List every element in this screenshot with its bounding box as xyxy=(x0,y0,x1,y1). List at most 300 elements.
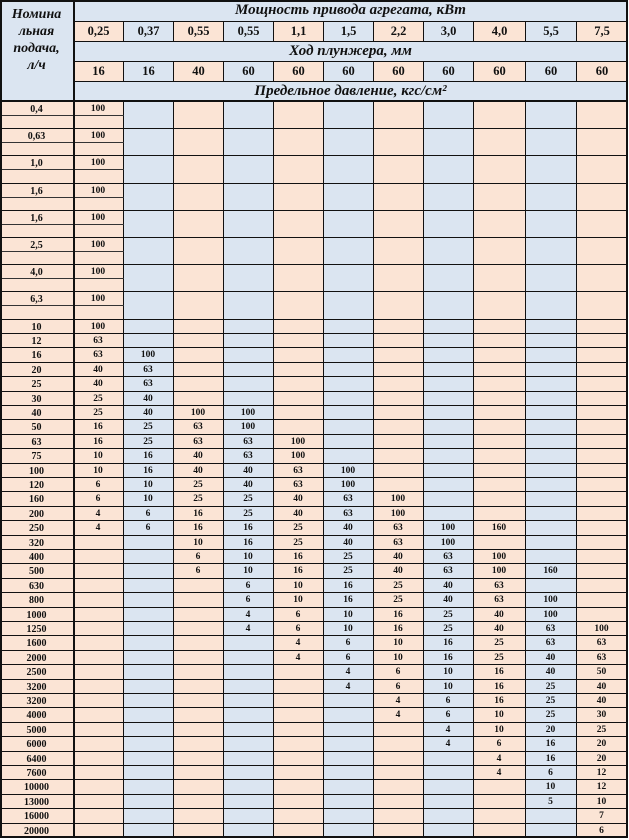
stroke-value: 60 xyxy=(474,62,526,82)
pressure-value: 4 xyxy=(295,653,301,663)
pressure-value: 40 xyxy=(545,667,556,677)
pressure-value: 7 xyxy=(599,811,604,821)
power-value: 5,5 xyxy=(526,22,577,42)
row-separator xyxy=(0,376,628,377)
pressure-value: 40 xyxy=(193,466,203,476)
row-label: 6000 xyxy=(26,739,47,750)
pressure-value: 4 xyxy=(496,768,502,778)
stroke-value: 60 xyxy=(374,62,424,82)
pressure-value: 25 xyxy=(193,494,203,504)
pressure-value: 100 xyxy=(90,131,106,141)
row-separator xyxy=(0,722,628,723)
pressure-value: 25 xyxy=(243,509,253,519)
pressure-value: 63 xyxy=(393,523,403,533)
pressure-value: 6 xyxy=(395,682,401,692)
row-label: 10000 xyxy=(24,782,49,793)
row-separator xyxy=(0,237,628,238)
row-separator xyxy=(0,679,628,680)
column-bg xyxy=(374,102,424,838)
pressure-value: 25 xyxy=(193,480,203,490)
row-separator xyxy=(0,291,628,292)
feed-rate-header-line: Номина xyxy=(11,7,62,22)
row-separator xyxy=(0,506,628,507)
pressure-value: 10 xyxy=(143,494,153,504)
row-label: 630 xyxy=(29,581,44,592)
row-separator xyxy=(0,621,628,622)
pressure-value: 100 xyxy=(390,509,406,519)
pressure-value: 10 xyxy=(243,566,253,576)
pressure-value: 4 xyxy=(345,682,351,692)
row-separator xyxy=(0,419,628,420)
pressure-value: 10 xyxy=(143,480,153,490)
stroke-value: 40 xyxy=(174,62,224,82)
row-separator xyxy=(0,823,628,824)
row-label: 10 xyxy=(31,322,42,333)
pressure-value: 63 xyxy=(545,624,556,634)
pressure-value: 6 xyxy=(145,523,151,533)
pressure-value: 4 xyxy=(295,638,301,648)
pressure-value: 4 xyxy=(445,739,451,749)
pressure-value: 6 xyxy=(445,696,451,706)
pressure-value: 40 xyxy=(243,480,253,490)
pressure-value: 63 xyxy=(293,480,303,490)
pressure-value: 6 xyxy=(245,581,251,591)
pressure-value: 10 xyxy=(494,710,504,720)
pressure-value: 16 xyxy=(494,696,504,706)
row-separator xyxy=(0,520,628,521)
pressure-value: 100 xyxy=(240,422,256,432)
pressure-value: 40 xyxy=(293,494,303,504)
pressure-value: 63 xyxy=(545,638,556,648)
pressure-value: 100 xyxy=(190,408,206,418)
pressure-value: 25 xyxy=(243,494,253,504)
pressure-value: 16 xyxy=(93,422,103,432)
row-separator xyxy=(0,563,628,564)
pressure-value: 25 xyxy=(443,624,453,634)
row-separator xyxy=(0,592,628,593)
pressure-value: 16 xyxy=(494,667,504,677)
pressure-value: 25 xyxy=(494,638,504,648)
pressure-value: 25 xyxy=(293,523,303,533)
row-separator xyxy=(0,808,628,809)
row-label: 20000 xyxy=(24,826,49,837)
pressure-value: 4 xyxy=(95,509,101,519)
pressure-value: 40 xyxy=(596,682,607,692)
row-separator xyxy=(0,434,628,435)
stroke-value: 60 xyxy=(424,62,474,82)
row-separator xyxy=(0,664,628,665)
pressure-value: 63 xyxy=(596,638,607,648)
row-label: 2000 xyxy=(26,653,47,664)
power-value: 4,0 xyxy=(474,22,526,42)
pressure-value: 63 xyxy=(143,379,153,389)
power-value: 0,55 xyxy=(174,22,224,42)
pressure-value: 4 xyxy=(395,696,401,706)
row-separator xyxy=(0,491,628,492)
pressure-value: 20 xyxy=(596,739,607,749)
pressure-value: 160 xyxy=(543,566,558,576)
row-midline xyxy=(0,142,124,143)
pressure-value: 16 xyxy=(293,566,303,576)
row-label: 1,0 xyxy=(30,158,43,169)
row-label: 16 xyxy=(31,350,42,361)
stroke-value: 60 xyxy=(577,62,628,82)
pressure-value: 100 xyxy=(90,104,106,114)
pressure-value: 16 xyxy=(293,552,303,562)
pressure-value: 25 xyxy=(143,437,153,447)
pressure-value: 25 xyxy=(494,653,504,663)
pressure-value: 10 xyxy=(93,451,103,461)
pressure-value: 20 xyxy=(545,725,556,735)
pressure-value: 6 xyxy=(295,610,301,620)
pressure-value: 100 xyxy=(340,466,356,476)
row-midline xyxy=(0,251,124,252)
pressure-value: 40 xyxy=(293,509,303,519)
pressure-value: 40 xyxy=(393,566,403,576)
pressure-value: 40 xyxy=(494,610,504,620)
pressure-value: 6 xyxy=(145,509,151,519)
pressure-value: 100 xyxy=(491,566,507,576)
pressure-value: 160 xyxy=(491,523,507,533)
row-separator xyxy=(0,463,628,464)
row-separator xyxy=(0,736,628,737)
row-label: 500 xyxy=(29,566,44,577)
row-label: 25 xyxy=(31,379,42,390)
pressure-value: 6 xyxy=(95,494,101,504)
pressure-value: 10 xyxy=(243,552,253,562)
pressure-value: 100 xyxy=(90,294,106,304)
pressure-value: 25 xyxy=(393,595,403,605)
pressure-value: 100 xyxy=(90,240,106,250)
row-label: 6400 xyxy=(26,754,47,765)
pressure-value: 25 xyxy=(343,552,353,562)
pressure-value: 40 xyxy=(93,379,103,389)
row-label: 50 xyxy=(31,422,42,433)
row-label: 1600 xyxy=(26,638,47,649)
pressure-value: 10 xyxy=(93,466,103,476)
row-separator xyxy=(0,650,628,651)
row-midline xyxy=(0,197,124,198)
pressure-value: 10 xyxy=(193,538,203,548)
pressure-value: 63 xyxy=(596,653,607,663)
row-separator xyxy=(0,183,628,184)
pressure-value: 30 xyxy=(596,710,607,720)
pressure-value: 4 xyxy=(496,754,502,764)
row-label: 5000 xyxy=(26,725,47,736)
pressure-value: 6 xyxy=(395,667,401,677)
row-label: 800 xyxy=(29,595,44,606)
row-label: 120 xyxy=(29,480,44,491)
pressure-value: 10 xyxy=(443,682,453,692)
pressure-value: 4 xyxy=(395,710,401,720)
row-label: 63 xyxy=(31,437,42,448)
pressure-value: 63 xyxy=(193,437,203,447)
pressure-value: 100 xyxy=(90,322,106,332)
row-label: 1000 xyxy=(26,610,47,621)
row-midline xyxy=(0,278,124,279)
row-label: 2500 xyxy=(26,667,47,678)
pressure-value: 100 xyxy=(491,552,507,562)
pressure-value: 6 xyxy=(599,826,604,836)
pressure-value: 6 xyxy=(445,710,451,720)
row-label: 12 xyxy=(31,336,42,347)
pressure-value: 16 xyxy=(243,538,253,548)
row-label: 40 xyxy=(31,408,42,419)
row-label: 1,6 xyxy=(30,213,43,224)
pressure-value: 25 xyxy=(143,422,153,432)
pressure-value: 40 xyxy=(343,538,353,548)
pressure-value: 4 xyxy=(245,624,251,634)
pressure-value: 40 xyxy=(443,581,453,591)
row-separator xyxy=(0,535,628,536)
row-separator xyxy=(0,837,628,838)
pressure-value: 6 xyxy=(195,552,201,562)
pressure-value: 16 xyxy=(143,466,153,476)
feed-rate-header-line: подача, xyxy=(13,41,60,56)
pressure-value: 25 xyxy=(293,538,303,548)
pressure-title: Предельное давление, кгс/см² xyxy=(74,82,628,102)
pressure-value: 10 xyxy=(343,624,353,634)
row-label: 3200 xyxy=(26,696,47,707)
row-separator xyxy=(0,765,628,766)
power-value: 0,25 xyxy=(74,22,124,42)
pressure-value: 63 xyxy=(343,494,353,504)
row-label: 2,5 xyxy=(30,240,43,251)
pressure-value: 25 xyxy=(93,408,103,418)
power-value: 0,37 xyxy=(124,22,174,42)
row-separator xyxy=(0,549,628,550)
row-label: 4,0 xyxy=(30,267,43,278)
pressure-value: 16 xyxy=(193,509,203,519)
pressure-value: 10 xyxy=(596,797,607,807)
pressure-value: 20 xyxy=(596,754,607,764)
row-label: 7600 xyxy=(26,768,47,779)
pressure-value: 10 xyxy=(393,638,403,648)
pressure-value: 100 xyxy=(290,437,306,447)
row-separator xyxy=(0,779,628,780)
pressure-value: 40 xyxy=(243,466,253,476)
power-value: 7,5 xyxy=(577,22,628,42)
pressure-value: 6 xyxy=(345,653,351,663)
pressure-value: 100 xyxy=(90,213,106,223)
pressure-value: 40 xyxy=(93,365,103,375)
pressure-value: 100 xyxy=(594,624,609,634)
pressure-value: 16 xyxy=(443,653,453,663)
pressure-value: 63 xyxy=(393,538,403,548)
row-separator xyxy=(0,578,628,579)
pressure-value: 10 xyxy=(494,725,504,735)
pressure-value: 100 xyxy=(90,186,106,196)
row-separator xyxy=(0,128,628,129)
pressure-value: 63 xyxy=(343,509,353,519)
pressure-value: 10 xyxy=(343,610,353,620)
pressure-value: 40 xyxy=(343,523,353,533)
pressure-value: 16 xyxy=(545,739,556,749)
row-label: 3200 xyxy=(26,682,47,693)
pressure-value: 100 xyxy=(390,494,406,504)
pressure-value: 100 xyxy=(140,350,156,360)
pressure-value: 12 xyxy=(596,782,607,792)
row-label: 4000 xyxy=(26,710,47,721)
pressure-value: 100 xyxy=(90,267,106,277)
row-separator xyxy=(0,319,628,320)
pressure-value: 100 xyxy=(543,595,558,605)
pressure-value: 16 xyxy=(494,682,504,692)
row-label: 160 xyxy=(29,494,44,505)
row-label: 1,6 xyxy=(30,186,43,197)
row-separator xyxy=(0,794,628,795)
pressure-value: 50 xyxy=(596,667,607,677)
pressure-value: 25 xyxy=(545,682,556,692)
pressure-value: 100 xyxy=(543,610,558,620)
pressure-value: 16 xyxy=(393,624,403,634)
row-separator xyxy=(0,333,628,334)
row-separator xyxy=(0,362,628,363)
pressure-value: 16 xyxy=(193,523,203,533)
pressure-value: 16 xyxy=(545,754,556,764)
row-label: 13000 xyxy=(24,797,49,808)
stroke-value: 16 xyxy=(74,62,124,82)
pressure-value: 10 xyxy=(443,667,453,677)
pressure-value: 40 xyxy=(545,653,556,663)
pressure-value: 63 xyxy=(494,595,504,605)
pressure-value: 6 xyxy=(245,595,251,605)
pressure-value: 16 xyxy=(93,437,103,447)
pressure-value: 25 xyxy=(596,725,607,735)
power-value: 3,0 xyxy=(424,22,474,42)
row-label: 75 xyxy=(31,451,42,462)
pressure-value: 16 xyxy=(143,451,153,461)
pressure-value: 63 xyxy=(143,365,153,375)
pressure-value: 63 xyxy=(293,466,303,476)
pressure-value: 63 xyxy=(443,552,453,562)
pressure-value: 6 xyxy=(548,768,553,778)
row-label: 1250 xyxy=(26,624,47,635)
pressure-value: 16 xyxy=(243,523,253,533)
pressure-value: 63 xyxy=(243,437,253,447)
power-title: Мощность привода агрегата, кВт xyxy=(74,0,628,22)
pressure-value: 40 xyxy=(143,394,153,404)
row-label: 16000 xyxy=(24,811,49,822)
row-label: 320 xyxy=(29,538,44,549)
pressure-value: 16 xyxy=(343,581,353,591)
stroke-value: 16 xyxy=(124,62,174,82)
pressure-value: 12 xyxy=(596,768,607,778)
pressure-value: 63 xyxy=(243,451,253,461)
pressure-value: 6 xyxy=(95,480,101,490)
pressure-value: 40 xyxy=(443,595,453,605)
row-separator xyxy=(0,391,628,392)
stroke-value: 60 xyxy=(324,62,374,82)
pressure-value: 100 xyxy=(90,158,106,168)
pressure-value: 25 xyxy=(93,394,103,404)
row-midline xyxy=(0,305,124,306)
row-label: 100 xyxy=(29,466,44,477)
row-separator xyxy=(0,707,628,708)
pressure-value: 4 xyxy=(95,523,101,533)
pressure-value: 25 xyxy=(545,696,556,706)
row-label: 20 xyxy=(31,365,42,376)
pressure-value: 6 xyxy=(195,566,201,576)
label-column-border xyxy=(73,0,75,838)
pressure-value: 25 xyxy=(443,610,453,620)
row-separator xyxy=(0,347,628,348)
pressure-value: 40 xyxy=(143,408,153,418)
pressure-value: 63 xyxy=(93,336,103,346)
pressure-value: 25 xyxy=(393,581,403,591)
row-label: 250 xyxy=(29,523,44,534)
power-value: 0,55 xyxy=(224,22,274,42)
pressure-value: 6 xyxy=(295,624,301,634)
pressure-value: 4 xyxy=(345,667,351,677)
row-separator xyxy=(0,210,628,211)
row-separator xyxy=(0,751,628,752)
pressure-value: 40 xyxy=(596,696,607,706)
pressure-value: 16 xyxy=(393,610,403,620)
stroke-value: 60 xyxy=(526,62,577,82)
pressure-value: 63 xyxy=(494,581,504,591)
pressure-value: 6 xyxy=(345,638,351,648)
feed-rate-header xyxy=(0,0,74,102)
power-value: 1,5 xyxy=(324,22,374,42)
feed-rate-header-line: л/ч xyxy=(27,58,46,73)
pressure-value: 6 xyxy=(496,739,502,749)
pressure-value: 63 xyxy=(93,350,103,360)
stroke-title: Ход плунжера, мм xyxy=(74,42,628,62)
pressure-value: 10 xyxy=(545,782,556,792)
row-separator xyxy=(0,155,628,156)
pressure-value: 16 xyxy=(343,595,353,605)
feed-rate-header-line: льная xyxy=(18,24,55,39)
row-separator xyxy=(0,405,628,406)
row-separator xyxy=(0,693,628,694)
row-separator xyxy=(0,635,628,636)
row-label: 200 xyxy=(29,509,44,520)
row-separator xyxy=(0,607,628,608)
pressure-value: 100 xyxy=(290,451,306,461)
pressure-value: 5 xyxy=(548,797,553,807)
pressure-value: 100 xyxy=(440,523,456,533)
pressure-value: 10 xyxy=(393,653,403,663)
row-midline xyxy=(0,169,124,170)
pressure-value: 4 xyxy=(445,725,451,735)
pressure-value: 40 xyxy=(494,624,504,634)
row-separator xyxy=(0,264,628,265)
pressure-value: 25 xyxy=(343,566,353,576)
power-value: 2,2 xyxy=(374,22,424,42)
pressure-value: 4 xyxy=(245,610,251,620)
pressure-value: 16 xyxy=(443,638,453,648)
row-midline xyxy=(0,115,124,116)
row-label: 0,63 xyxy=(27,131,46,142)
pressure-value: 100 xyxy=(340,480,356,490)
stroke-value: 60 xyxy=(274,62,324,82)
row-separator xyxy=(0,477,628,478)
pressure-value: 63 xyxy=(443,566,453,576)
pressure-value: 63 xyxy=(193,422,203,432)
row-separator xyxy=(0,448,628,449)
row-label: 30 xyxy=(31,394,42,405)
row-label: 0,4 xyxy=(30,104,43,115)
pressure-value: 25 xyxy=(545,710,556,720)
stroke-value: 60 xyxy=(224,62,274,82)
pressure-value: 40 xyxy=(393,552,403,562)
pressure-value: 40 xyxy=(193,451,203,461)
pressure-value: 10 xyxy=(293,595,303,605)
pressure-value: 100 xyxy=(240,408,256,418)
power-value: 1,1 xyxy=(274,22,324,42)
row-label: 6,3 xyxy=(30,294,43,305)
